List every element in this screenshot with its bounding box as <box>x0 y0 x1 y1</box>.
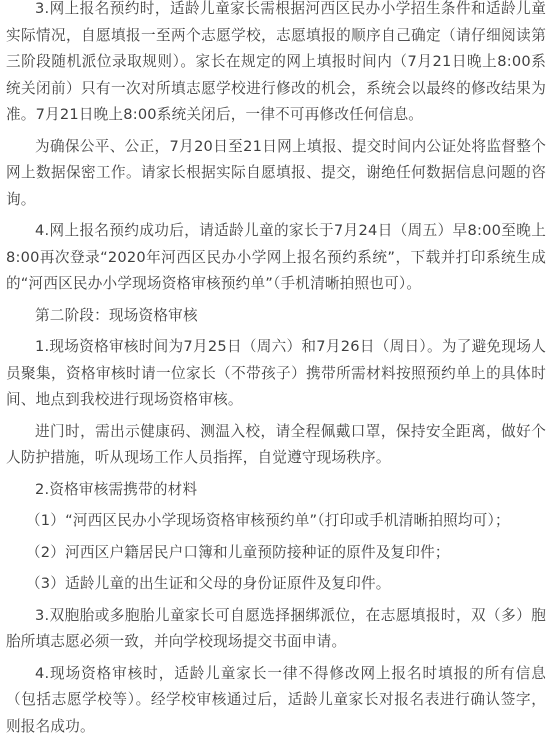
paragraph-entry-health-requirements: 进门时，需出示健康码、测温入校，请全程佩戴口罩，保持安全距离，做好个人防护措施，听从现场工作人员指挥，自觉遵守现场秩序。 <box>6 422 546 466</box>
list-item-material-1: （1）“河西区民办小学现场资格审核预约单”（打印或手机清晰拍照均可）； <box>26 512 510 529</box>
list-item-material-2: （2）河西区户籍居民户口簿和儿童预防接种证的原件及复印件； <box>26 543 450 561</box>
section-heading-stage-two: 第二阶段：现场资格审核 <box>35 306 198 324</box>
paragraph-online-registration-rules: 3.网上报名预约时，适龄儿童家长需根据河西区民办小学招生条件和适龄儿童实际情况，自愿填报一至两个志愿学校，志愿填报的顺序自己确定（请仔细阅读第三阶段随机派位录取规则）。家长在规定的网上填报时间内（7月21日晚上8:00系统关闭前）只有一次对所填志愿学校进行修改的机会，系统会以最终的修改结果为准。7月21日晚上8:00系统关闭后，一律不可再修改任何信息。 <box>6 0 546 123</box>
paragraph-onsite-review-time: 1.现场资格审核时间为7月25日（周六）和7月26日（周日）。为了避免现场人员聚集，资格审核时请一位家长（不带孩子）携带所需材料按照预约单上的具体时间、地点到我校进行现场资格审核。 <box>6 338 546 408</box>
paragraph-twins-binding: 3.双胞胎或多胞胎儿童家长可自愿选择捆绑派位，在志愿填报时，双（多）胞胎所填志愿必须一致，并向学校现场提交书面申请。 <box>6 606 546 650</box>
paragraph-no-modification: 4.现场资格审核时，适龄儿童家长一律不得修改网上报名时填报的所有信息（包括志愿学校等）。经学校审核通过后，适龄儿童家长对报名表进行确认签字，则报名成功。 <box>6 664 546 735</box>
document-body <box>6 0 546 745</box>
paragraph-download-reservation-form: 4.网上报名预约成功后，请适龄儿童的家长于7月24日（周五）早8:00至晚上8:00再次登录“2020年河西区民办小学网上报名预约系统”，下载并打印系统生成的“河西区民办小学现场资格审核预约单”（手机清晰拍照也可）。 <box>6 222 546 292</box>
paragraph-fairness-notice: 为确保公平、公正，7月20日至21日网上填报、提交时间内公证处将监督整个网上数据保密工作。请家长根据实际自愿填报、提交，谢绝任何数据信息问题的咨询。 <box>6 137 546 208</box>
list-item-material-3: （3）适龄儿童的出生证和父母的身份证原件及复印件。 <box>26 575 391 592</box>
subheading-required-materials: 2.资格审核需携带的材料 <box>35 480 198 498</box>
